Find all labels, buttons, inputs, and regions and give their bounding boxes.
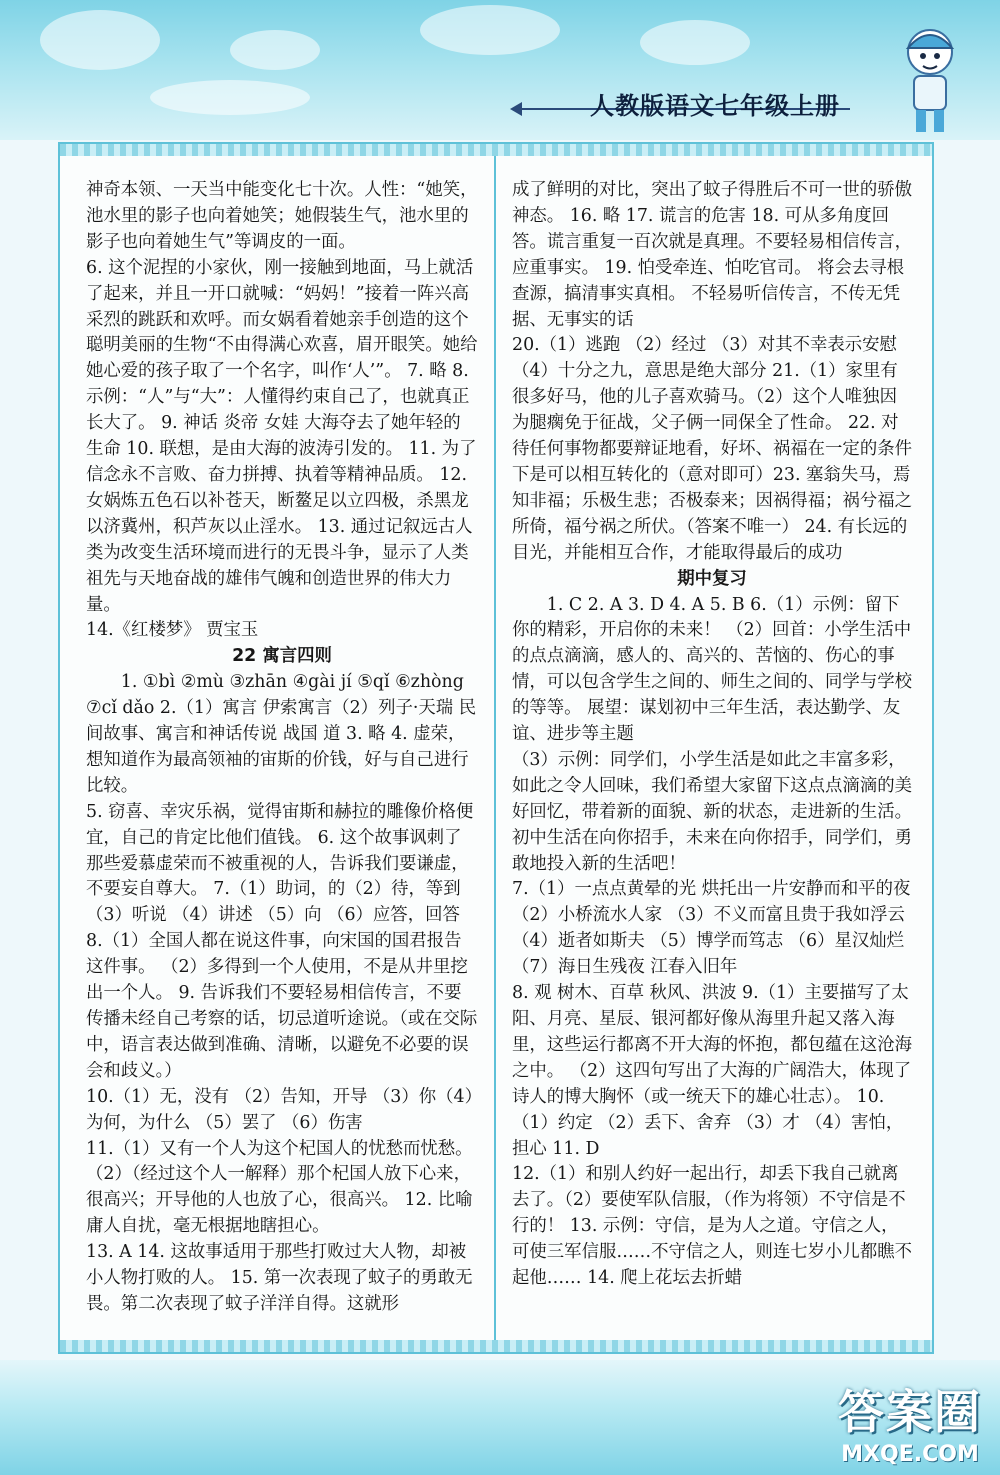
answer-paragraph: 20.（1）逃跑 （2）经过 （3）对其不幸表示安慰 （4）十分之九，意思是绝大部分 21.（1）家里有很多好马，他的儿子喜欢骑马。（2）这个人唯独因为腿瘸免于征战，父子俩一同保全了性命。 22. 对待任何事物都要辩证地看，好坏、祸福在一定的条件下是可以相互转化的（意对即可）23. 塞翁失马，焉知非福；乐极生悲；否极泰来；因祸得福；祸兮福之所倚，福兮祸之所伏。（答案不唯一） 24. 有长远的目光，并能相互合作，才能取得最后的成功 [512, 335, 912, 563]
section-heading-fables: 22 寓言四则 [232, 646, 332, 667]
answer-paragraph: 1. C 2. A 3. D 4. A 5. B 6.（1）示例：留下你的精彩，开启你的未来！ （2）回首：小学生活中的点点滴滴，感人的、高兴的、苦恼的、伤心的事情，可以包含学生之间的、师生之间的、同学与学校的等等。 展望：谋划初中三年生活，表达勤学、友谊、进步等主题 [512, 594, 912, 745]
answer-paragraph: 神奇本领、一天当中能变化七十次。人性：“她笑，池水里的影子也向着她笑；她假装生气，池水里的影子也向着她生气”等调皮的一面。 [86, 180, 478, 252]
answer-paragraph: 11.（1）又有一个人为这个杞国人的忧愁而忧愁。 （2）（经过这个人一解释）那个杞国人放下心来，很高兴；开导他的人也放了心，很高兴。 12. 比喻庸人自扰，毫无根据地瞎担心。 [86, 1138, 473, 1237]
right-column [512, 178, 912, 1292]
bottom-banner [0, 1360, 1000, 1475]
answer-paragraph: 14.《红楼梦》 贾宝玉 [86, 620, 259, 641]
answer-paragraph: （3）示例：同学们，小学生活是如此之丰富多彩，如此之令人回味，我们希望大家留下这点点滴滴的美好回忆，带着新的面貌、新的状态，走进新的生活。初中生活在向你招手，未来在向你招手，同学们，勇敢地投入新的生活吧！ [512, 749, 912, 874]
answer-paragraph: 6. 这个泥捏的小家伙，刚一接触到地面，马上就活了起来，并且一开口就喊：“妈妈！”接着一阵兴高采烈的跳跃和欢呼。而女娲看着她亲手创造的这个聪明美丽的生物“不由得满心欢喜，眉开眼笑。她给她心爱的孩子取了一个名字，叫作‘人’”。 7. 略 8. 示例：“人”与“大”：人懂得约束自己了，也就真正长大了。 9. 神话 炎帝 女娃 大海夺去了她年轻的生命 10. 联想，是由大海的波涛引发的。 11. 为了信念永不言败、奋力拼搏、执着等精神品质。 12. 女娲炼五色石以补苍天，断鳌足以立四极，杀黑龙以济冀州，积芦灰以止淫水。 13. 通过记叙远古人类为改变生活环境而进行的无畏斗争，显示了人类祖先与天地奋战的雄伟气魄和创造世界的伟大力量。 [86, 257, 478, 615]
answer-paragraph: 1. ①bì ②mù ③zhān ④gài jí ⑤qǐ ⑥zhòng ⑦cǐ dǎo 2.（1）寓言 伊索寓言（2）列子·天瑞 民间故事、寓言和神话传说 战国 道 3. 略 4. 虚荣，想知道作为最高领袖的宙斯的价钱，好与自己进行比较。 [86, 672, 477, 796]
book-title: 人教版语文七年级上册 [590, 92, 840, 120]
frame-top-strip [60, 144, 932, 156]
left-column [86, 178, 478, 1318]
answer-paragraph: 10.（1）无，没有 （2）告知，开导 （3）你（4）为何，为什么 （5）罢了 （6）伤害 [86, 1086, 474, 1133]
site-watermark [838, 1376, 982, 1467]
section-heading-midterm-review: 期中复习 [677, 568, 747, 589]
cartoon-mascot-icon [890, 20, 970, 140]
answer-paragraph: 5. 窃喜、幸灾乐祸，觉得宙斯和赫拉的雕像价格便宜，自己的肯定比他们值钱。 6. 这个故事讽刺了那些爱慕虚荣而不被重视的人，告诉我们要谦虚，不要妄自尊大。 7.（1）助词，的（2）待，等到 （3）听说 （4）讲述 （5）向 （6）应答，回答 8.（1）全国人都在说这件事，向宋国的国君报告这件事。 （2）多得到一个人使用，不是从井里挖出一个人。 9. 告诉我们不要轻易相信传言，不要传播未经自己考察的话，切忌道听途说。（或在交际中，语言表达做到准确、清晰，以避免不必要的误会和歧义。） [86, 801, 478, 1081]
answer-paragraph: 成了鲜明的对比，突出了蚊子得胜后不可一世的骄傲神态。 16. 略 17. 谎言的危害 18. 可从多角度回答。谎言重复一百次就是真理。不要轻易相信传言，应重事实。 19. 怕受牵连、怕吃官司。 将会去寻根查源，搞清事实真相。 不轻易听信传言，不传无凭据、无事实的话 [512, 180, 912, 330]
watermark-logo-text: 答案圈 [838, 1385, 982, 1439]
answer-paragraph: 12.（1）和别人约好一起出行，却丢下我自己就离去了。（2）要使军队信服，（作为将领）不守信是不行的！ 13. 示例：守信，是为人之道。守信之人，可使三军信服……不守信之人，则连七岁小儿都瞧不起他…… 14. 爬上花坛去折蜡 [512, 1164, 912, 1289]
column-divider [494, 156, 496, 1340]
top-banner [0, 0, 1000, 140]
answer-content-frame [58, 142, 934, 1354]
frame-bottom-strip [60, 1340, 932, 1352]
watermark-url: MXQE.COM [841, 1442, 979, 1467]
answer-paragraph: 7.（1）一点点黄晕的光 烘托出一片安静而和平的夜 （2）小桥流水人家 （3）不义而富且贵于我如浮云 （4）逝者如斯夫 （5）博学而笃志 （6）星汉灿烂 （7）海日生残夜 江春入旧年 [512, 879, 911, 978]
answer-paragraph: 13. A 14. 这故事适用于那些打败过大人物，却被小人物打败的人。 15. 第一次表现了蚊子的勇敢无畏。第二次表现了蚊子洋洋自得。这就形 [86, 1242, 473, 1314]
answer-paragraph: 8. 观 树木、百草 秋风、洪波 9.（1）主要描写了太阳、月亮、星辰、银河都好像从海里升起又落入海里，这些运行都离不开大海的怀抱，都包蕴在这沧海之中。 （2）这四句写出了大海的广阔浩大，体现了诗人的博大胸怀（或一统天下的雄心壮志）。 10.（1）约定 （2）丢下、舍弃 （3）才 （4）害怕，担心 11. D [512, 983, 912, 1159]
